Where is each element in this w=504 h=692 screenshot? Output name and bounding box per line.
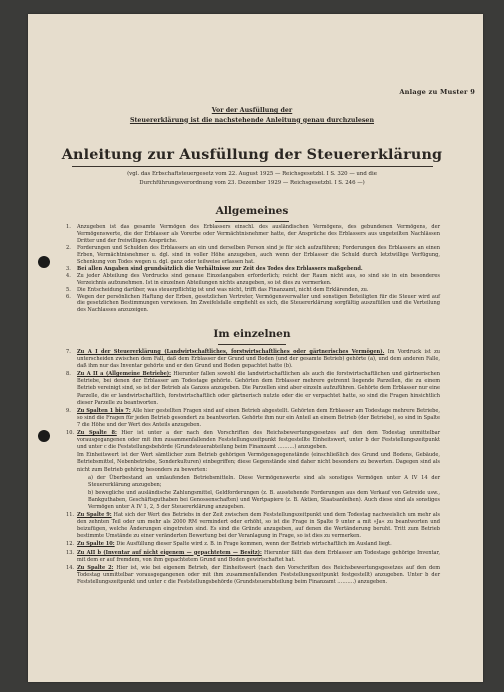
item-text: Wegen der persönlichen Haftung der Erben, gesetzlichen Vertreter, Vermögensverwalter und sonstigen Beteiligten für die Steuer wird auf die gesetzlichen Bestimmungen verwiesen. Im Zweifelsfalle empfiehlt es sich, die Steuererklärung sorgfältig auszufüllen und die Verteilung des Nachlasses anzuzeigen. (77, 293, 440, 314)
reading-notice (0, 106, 504, 125)
item-text: Forderungen und Schulden des Erblassers an ein und derselben Person sind je für sich aufzuführen; Forderungen des Erblassers an einen Erben, Vermächtnisnehmer u. dgl. sind in voller Höhe anzugeben, auch wenn der Erblasser die Schuld durch letztwillige Verfügung, Schenkung von Todes wegen u. dgl. ganz oder teilweise erlassen hat. (77, 244, 440, 265)
item-lead: Zu A I der Steuererklärung (Landwirtschaftliches, forstwirtschaftliches oder gärtnerisches Vermögen). (77, 349, 385, 355)
legal-reference (0, 170, 504, 187)
punch-hole-top (38, 256, 50, 268)
list-item: 3. Bei allen Angaben sind grundsätzlich die Verhältnisse zur Zeit des Todes des Erblassers maßgebend. (66, 266, 440, 273)
list-item (66, 452, 440, 473)
list-item (66, 490, 440, 511)
item-text: Die Ausfüllung dieser Spalte wird z. B. in Frage kommen, wenn der Betrieb wirtschaftlich im Ausland liegt. (114, 541, 392, 548)
item-lead: Zu Spalte 8: (77, 430, 117, 437)
item-text: Zu jeder Abteilung des Vordrucks sind genaue Einzelangaben erforderlich; reicht der Raum nicht aus, so sind sie in ein besonderes Verzeichnis aufzunehmen. Ist in einzelnen Abteilungen nichts anzugeben, so ist dies zu vermerken. (77, 272, 440, 286)
item-text: a) der Überbestand an umlaufenden Betriebsmitteln. Diese Vermögenswerte sind als sonstiges Vermögen unter A IV 14 der Steuererklärung anzugeben; (88, 474, 440, 488)
list-item: 4. Zu jeder Abteilung des Vordrucks sind genaue Einzelangaben erforderlich; reicht der Raum nicht aus, so sind sie in ein besonderes Verzeichnis aufzunehmen. Ist in einzelnen Abteilungen nichts anzugeben, so ist dies zu vermerken. (66, 272, 440, 286)
list-item: 6. Wegen der persönlichen Haftung der Erben, gesetzlichen Vertreter, Vermögensverwalter und sonstigen Beteiligten für die Steuer wird auf die gesetzlichen Bestimmungen verwiesen. Im Zweifelsfalle empfiehlt es sich, die Steuererklärung sorgfältig auszufüllen und die Verteilung des Nachlasses anzuzeigen. (66, 293, 440, 314)
title-rule (72, 166, 433, 167)
list-item: 11. Zu Spalte 9: Hat sich der Wert des Betriebs in der Zeit zwischen dem Feststellungszeitpunkt und dem Todestag nachweislich um mehr als den zehnten Teil oder um mehr als 2000 RM vermindert oder erhöht, so ist die Frage in Spalte 9 unter a mit »Ja« zu beantworten und beizufügen, welche Änderungen eingetreten sind. Es sind die Gründe anzugeben, auf denen die Wertänderung beruht. Tritt zum Betrieb bestimmte Umstände zu einer veränderten Bewertung bei der Veranlagung in Frage, so ist dies zu vermerken. (66, 512, 440, 540)
list-item: 9. Zu Spalten 1 bis 7: Alle hier gestellten Fragen sind auf einen Betrieb abgestellt. Gehörten dem Erblasser am Todestage mehrere Betriebe, so sind die Fragen für jeden Betrieb gesondert zu beantworten. Gehörte ihm nur ein Anteil an einem Betrieb (der Betriebe), so sind in Spalte 7 die Höhe und der Wert des Anteils anzugeben. (66, 407, 440, 428)
item-text: Anzugeben ist das gesamte Vermögen des Erblassers einschl. des ausländischen Vermögens, des gebundenen Vermögens, der Vermögenswerte, die der Erblasser als Vorerbe oder Vermächtnisnehmer hatte, der Ansprüche des Erblassers aus ungeteilten Nachlässen Dritter und der freiwilligen Ansprüche. (77, 224, 440, 244)
list-item: 2. Forderungen und Schulden des Erblassers an ein und derselben Person sind je für sich aufzuführen; Forderungen des Erblassers an einen Erben, Vermächtnisnehmer u. dgl. sind in voller Höhe anzugeben, auch wenn der Erblasser die Schuld durch letztwillige Verfügung, Schenkung von Todes wegen u. dgl. ganz oder teilweise erlassen hat. (66, 244, 440, 265)
item-lead: Zu A II a (Allgemeine Betriebe): (77, 371, 172, 378)
list-item: 5. Die Entscheidung darüber, was steuerpflichtig ist und was nicht, trifft das Finanzamt, nicht dem Erklärenden, zu. (66, 287, 440, 294)
general-heading-rule (215, 221, 289, 222)
detailed-instructions-list (66, 349, 440, 587)
item-text: Im Vordruck ist zu unterscheiden zwischen dem Fall, daß dem Erblasser der Grund und Boden (und der gesamte Betrieb) gehörte (a), und dem anderen Falle, daß ihm nur das Inventar gehörte und er den Grund und Boden gepachtet hatte (b). (77, 349, 441, 370)
punch-hole-bottom (38, 430, 50, 442)
legal-reference-line-2: Durchführungsverordnung vom 23. Dezember 1929 — Reichsgesetzbl. I S. 246 —) (139, 179, 365, 186)
notice-line-1: Vor der Ausfüllung der (211, 107, 293, 114)
item-text: Hierunter fallen sowohl die landwirtschaftlichen als auch die forstwirtschaftlichen und gärtnerischen Betriebe, bei denen der Erblasser am Todestage gehörte. Gehörten dem Erblasser mehrere getrennt liegende Parzellen, die zu einem Betrieb vereinigt sind, so ist der Betrieb als Ganzes anzugeben. Die Parzellen sind aber einzeln aufzuführen. Gehörte dem Erblasser nur eine Parzelle, die er landwirtschaftlich, forstwirtschaftlich oder gärtnerisch nutzte oder die er verpachtet hatte, so sind die Fragen hinsichtlich dieser Parzelle zu beantworten. (77, 371, 440, 406)
list-item: 1. Anzugeben ist das gesamte Vermögen des Erblassers einschl. des ausländischen Vermögens, des gebundenen Vermögens, der Vermögenswerte, die der Erblasser als Vorerbe oder Vermächtnisnehmer hatte, der Ansprüche des Erblassers aus ungeteilten Nachlässen Dritter und der freiwilligen Ansprüche. (66, 224, 440, 244)
list-item: 12. Zu Spalte 10: Die Ausfüllung dieser Spalte wird z. B. in Frage kommen, wenn der Betrieb wirtschaftlich im Ausland liegt. (66, 541, 392, 548)
item-text: Hierunter fällt das dem Erblasser am Todestage gehörige Inventar, mit dem er auf fremdem, von ihm gepachtetem Grund und Boden gewirtschaftet hat. (77, 549, 440, 563)
general-instructions-list (66, 224, 440, 314)
notice-line-2: Steuererklärung ist die nachstehende Anleitung genau durchzulesen (129, 116, 375, 124)
item-lead: Zu AII b (Inventar auf nicht eigenem — gepachtetem — Besitz): (77, 549, 262, 556)
item-text: Hat sich der Wert des Betriebs in der Zeit zwischen dem Feststellungszeitpunkt und dem Todestag nachweislich um mehr als den zehnten Teil oder um mehr als 2000 RM vermindert oder erhöht, so ist die Frage in Spalte 9 unter a mit »Ja« zu beantworten und beizufügen, welche Änderungen eingetreten sind. Es sind die Gründe anzugeben, auf denen die Wertänderung beruht. Tritt zum Betrieb bestimmte Umstände zu einer veränderten Bewertung bei der Veranlagung in Frage, so ist dies zu vermerken. (77, 512, 440, 540)
annex-label: Anlage zu Muster 9 (399, 88, 475, 96)
item-lead: Zu Spalten 1 bis 7: (77, 407, 131, 414)
list-item: 10. Zu Spalte 8: Hier ist unter a der nach den Vorschriften des Reichsbewertungsgesetzes auf den dem Todestag unmittelbar vorausgegangenen oder mit ihm zusammenfallenden Feststellungszeitpunkt festgestellte Einheitswert, unter b der Feststellungszeitpunkt und unter c die Feststellungsbehörde (Grundsteuerabteilung beim Finanzamt ……….) anzugeben. (66, 430, 441, 451)
item-text: Die Entscheidung darüber, was steuerpflichtig ist und was nicht, trifft das Finanzamt, nicht dem Erklärenden, zu. (77, 286, 369, 293)
item-text: Alle hier gestellten Fragen sind auf einen Betrieb abgestellt. Gehörten dem Erblasser am Todestage mehrere Betriebe, so sind die Fragen für jeden Betrieb gesondert zu beantworten. Gehörte ihm nur ein Anteil an einem Betrieb (der Betriebe), so sind in Spalte 7 die Höhe und der Wert des Anteils anzugeben. (77, 407, 440, 428)
document-title: Anleitung zur Ausfüllung der Steuererklärung (61, 147, 443, 163)
list-item: 7. Zu A I der Steuererklärung (Landwirtschaftliches, forstwirtschaftliches oder gärtnerisches Vermögen). Im Vordruck ist zu unterscheiden zwischen dem Fall, daß dem Erblasser der Grund und Boden (und der gesamte Betrieb) gehörte (a), und dem anderen Falle, daß ihm nur das Inventar gehörte und er den Grund und Boden gepachtet hatte (b). (66, 349, 441, 370)
legal-reference-line-1: (vgl. das Erbschaftsteuergesetz vom 22. August 1925 — Reichsgesetzbl. I S. 320 — und die (127, 171, 377, 177)
section-heading-details: Im einzelnen (213, 328, 291, 340)
list-item: 13. Zu AII b (Inventar auf nicht eigenem — gepachtetem — Besitz): Hierunter fällt das dem Erblasser am Todestage gehörige Inventar, mit dem er auf fremdem, von ihm gepachtetem Grund und Boden gewirtschaftet hat. (66, 549, 440, 563)
details-heading-rule (218, 344, 286, 345)
item-text: Hier ist unter a der nach den Vorschriften des Reichsbewertungsgesetzes auf den dem Todestag unmittelbar vorausgegangenen oder mit ihm zusammenfallenden Feststellungszeitpunkt festgestellte Einheitswert, unter b der Feststellungszeitpunkt und unter c die Feststellungsbehörde (Grundsteuerabteilung beim Finanzamt ……….) anzugeben. (77, 430, 441, 451)
list-item: 14. Zu Spalte 2: Hier ist, wie bei eigenem Betrieb, der Einheitswert (nach den Vorschriften des Reichsbewertungsgesetzes auf den dem Todestag unmittelbar vorausgegangenen oder mit ihm zusammenfallenden Feststellungszeitpunkt festgestellt) anzugeben. Unter b der Feststellungszeitpunkt und unter c die Feststellungsbehörde (Grundsteuerabteilung beim Finanzamt ……….) anzugeben. (66, 564, 440, 585)
item-text: Hier ist, wie bei eigenem Betrieb, der Einheitswert (nach den Vorschriften des Reichsbewertungsgesetzes auf den dem Todestag unmittelbar vorausgegangenen oder mit ihm zusammenfallenden Feststellungszeitpunkt festgestellt) anzugeben. Unter b der Feststellungszeitpunkt und unter c die Feststellungsbehörde (Grundsteuerabteilung beim Finanzamt ……….) anzugeben. (77, 564, 440, 585)
item-text: Im Einheitswert ist der Wert sämtlicher zum Betrieb gehörigen Vermögensgegenstände (einschließlich des Grund und Bodens, Gebäude, Betriebsmittel, Nebenbetriebe, Sonderkulturen) einbegriffen; diese Gegenstände sind daher nicht besonders zu bewerten. Dagegen sind als nicht zum Betrieb gehörig besonders zu bewerten: (77, 452, 440, 473)
item-text: b) bewegliche und ausländische Zahlungsmittel, Geldforderungen (z. B. ausstehende Forderungen aus dem Verkauf von Getreide usw., Bankguthaben, Geschäftsguthaben bei Genossenschaften) und Wertpapiere (z. B. Aktien, Staatsanleihen). Auch diese sind als sonstiges Vermögen unter A IV 1, 2, 5 der Steuererklärung anzugeben. (88, 489, 440, 510)
item-lead: Zu Spalte 9: (77, 512, 112, 519)
list-item (66, 475, 440, 489)
item-lead: Zu Spalte 10: (77, 541, 115, 548)
item-lead: Zu Spalte 2: (77, 564, 114, 571)
list-item: 8. Zu A II a (Allgemeine Betriebe): Hierunter fallen sowohl die landwirtschaftlichen als auch die forstwirtschaftlichen und gärtnerischen Betriebe, bei denen der Erblasser am Todestage gehörte. Gehörten dem Erblasser mehrere getrennt liegende Parzellen, die zu einem Betrieb vereinigt sind, so ist der Betrieb als Ganzes anzugeben. Die Parzellen sind aber einzeln aufzuführen. Gehörte dem Erblasser nur eine Parzelle, die er landwirtschaftlich, forstwirtschaftlich oder gärtnerisch nutzte oder die er verpachtet hatte, so sind die Fragen hinsichtlich dieser Parzelle zu beantworten. (66, 371, 440, 406)
item-text: Bei allen Angaben sind grundsätzlich die Verhältnisse zur Zeit des Todes des Erblassers maßgebend. (77, 265, 363, 272)
section-heading-general: Allgemeines (215, 205, 289, 217)
